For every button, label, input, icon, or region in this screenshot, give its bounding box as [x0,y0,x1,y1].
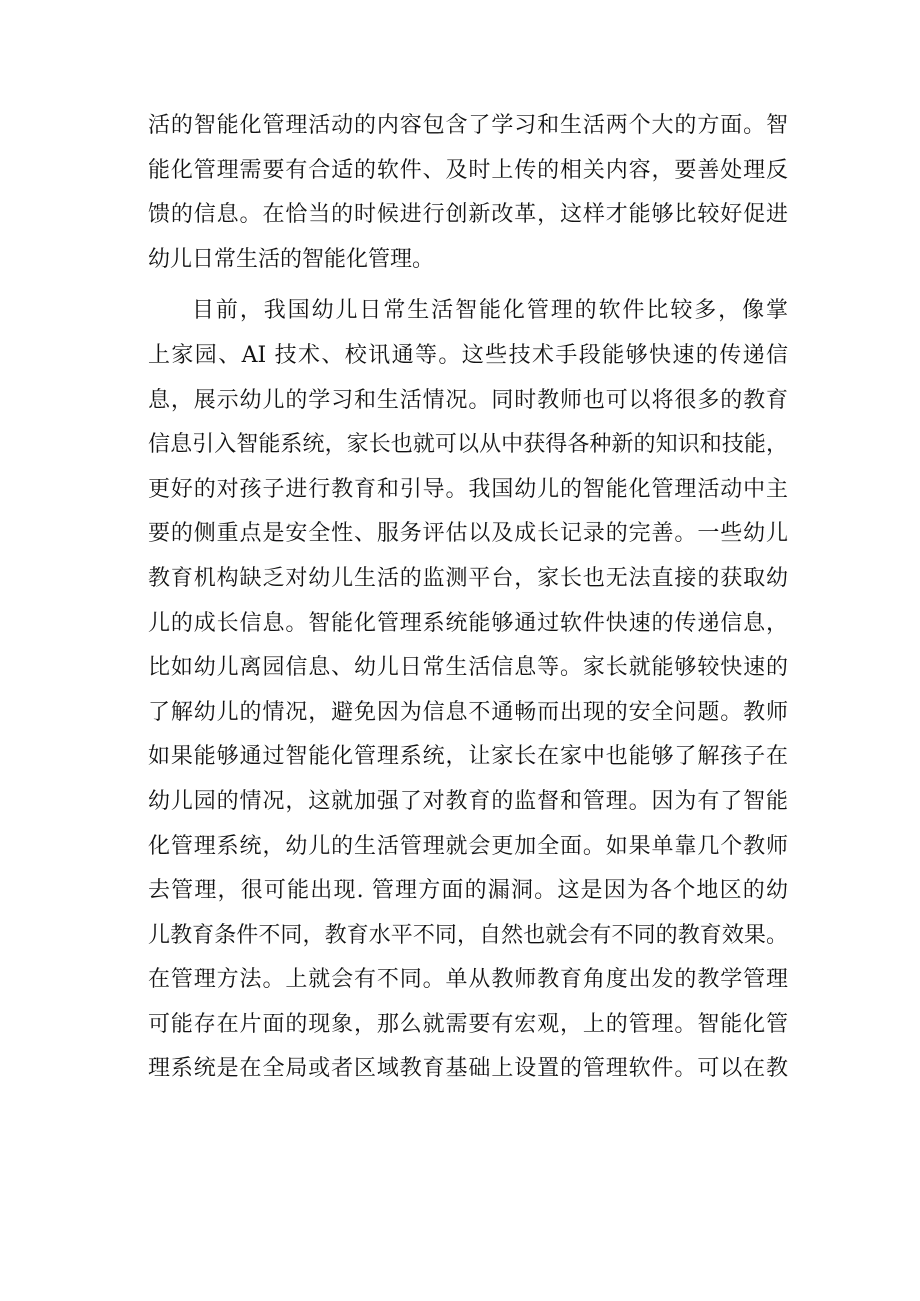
paragraph-line: 能化管理需要有合适的软件、及时上传的相关内容，要善处理反 [148,157,788,183]
paragraph-line: 活的智能化管理活动的内容包含了学习和生活两个大的方面。智 [148,113,788,138]
paragraph-line: 教育机构缺乏对幼儿生活的监测平台，家长也无法直接的获取幼 [148,565,788,591]
paragraph-line: 去管理，很可能出现. 管理方面的漏洞。这是因为各个地区的幼 [148,878,788,904]
paragraph-line: 要的侧重点是安全性、服务评估以及成长记录的完善。一些幼儿 [148,521,788,547]
paragraph-line: 比如幼儿离园信息、幼儿日常生活信息等。家长就能够较快速的 [148,655,788,681]
paragraph-line: 在管理方法。上就会有不同。单从教师教育角度出发的教学管理 [148,967,788,993]
paragraph-line: 上家园、AI 技术、校讯通等。这些技术手段能够快速的传递信 [148,342,788,368]
paragraph-line: 儿的成长信息。智能化管理系统能够通过软件快速的传递信息， [148,610,788,636]
paragraph-line: 目前，我国幼儿日常生活智能化管理的软件比较多，像掌 [192,298,788,324]
paragraph-line: 了解幼儿的情况，避免因为信息不通畅而出现的安全问题。教师 [148,699,788,725]
paragraph-line: 幼儿园的情况，这就加强了对教育的监督和管理。因为有了智能 [148,788,788,814]
paragraph-line: 可能存在片面的现象，那么就需要有宏观，上的管理。智能化管 [148,1011,788,1037]
paragraph-line: 馈的信息。在恰当的时候进行创新改革，这样才能够比较好促进 [148,202,788,228]
body-text [148,104,788,1092]
paragraph-line: 息，展示幼儿的学习和生活情况。同时教师也可以将很多的教育 [148,387,788,413]
paragraph-line: 儿教育条件不同，教育水平不同，自然也就会有不同的教育效果。 [148,922,788,948]
paragraph-line: 化管理系统，幼儿的生活管理就会更加全面。如果单靠几个教师 [148,833,788,859]
paragraph-line: 更好的对孩子进行教育和引导。我国幼儿的智能化管理活动中主 [148,476,788,502]
paragraph-gap [148,282,788,289]
paragraph-line: 幼儿日常生活的智能化管理。 [148,246,435,272]
paragraph-line: 如果能够通过智能化管理系统，让家长在家中也能够了解孩子在 [148,744,788,770]
paragraph-line: 信息引入智能系统，家长也就可以从中获得各种新的知识和技能， [148,432,788,458]
paragraph-1 [148,104,788,282]
paragraph-line: 理系统是在全局或者区域教育基础上设置的管理软件。可以在教 [148,1056,788,1082]
paragraph-2 [148,289,788,1092]
